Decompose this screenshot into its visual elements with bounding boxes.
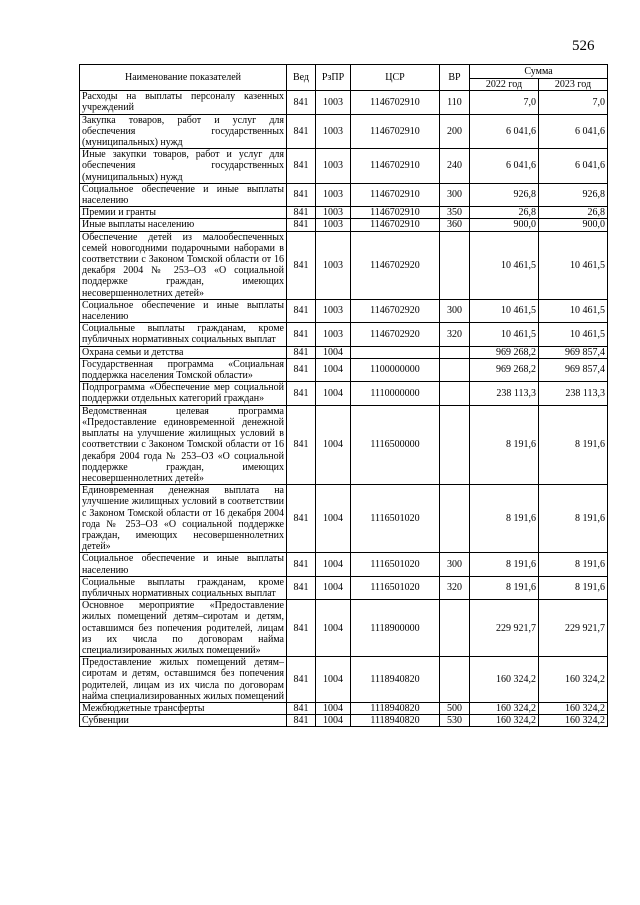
table-row (80, 657, 608, 703)
row-rzpr: 1004 (316, 346, 351, 358)
row-rzpr: 1004 (316, 600, 351, 657)
row-sum-2023: 238 113,3 (539, 382, 608, 405)
row-csr: 1146702920 (351, 299, 440, 322)
row-csr: 1146702910 (351, 91, 440, 114)
row-sum-2022: 8 191,6 (470, 576, 539, 599)
row-sum-2023: 160 324,2 (539, 702, 608, 714)
row-ved: 841 (287, 576, 316, 599)
row-vr: 240 (440, 149, 470, 184)
row-name: Иные выплаты населению (80, 219, 287, 231)
row-csr: 1116501020 (351, 553, 440, 576)
row-vr: 200 (440, 114, 470, 149)
row-name: Субвенции (80, 715, 287, 727)
row-sum-2022: 969 268,2 (470, 358, 539, 381)
row-name: Социальное обеспечение и иные выплаты населению (80, 553, 287, 576)
row-rzpr: 1003 (316, 114, 351, 149)
row-name: Премии и гранты (80, 207, 287, 219)
table-row (80, 715, 608, 727)
row-sum-2023: 8 191,6 (539, 405, 608, 484)
table-row (80, 323, 608, 346)
table-row (80, 299, 608, 322)
row-sum-2023: 229 921,7 (539, 600, 608, 657)
row-rzpr: 1004 (316, 382, 351, 405)
row-vr: 360 (440, 219, 470, 231)
row-csr: 1100000000 (351, 358, 440, 381)
row-csr: 1118900000 (351, 600, 440, 657)
row-sum-2023: 8 191,6 (539, 576, 608, 599)
row-csr: 1146702910 (351, 219, 440, 231)
row-csr: 1116501020 (351, 485, 440, 553)
table-row (80, 553, 608, 576)
row-ved: 841 (287, 485, 316, 553)
row-vr: 300 (440, 553, 470, 576)
row-sum-2023: 6 041,6 (539, 114, 608, 149)
row-csr: 1118940820 (351, 702, 440, 714)
header-year-2022: 2022 год (470, 79, 539, 91)
row-name: Закупка товаров, работ и услуг для обеспечения государственных (муниципальных) нужд (80, 114, 287, 149)
table-row (80, 219, 608, 231)
row-ved: 841 (287, 358, 316, 381)
row-sum-2022: 160 324,2 (470, 702, 539, 714)
header-rzpr: РзПР (316, 65, 351, 91)
row-vr: 300 (440, 183, 470, 206)
row-rzpr: 1003 (316, 183, 351, 206)
header-name: Наименование показателей (80, 65, 287, 91)
budget-table (79, 64, 608, 727)
table-row (80, 576, 608, 599)
row-csr: 1146702910 (351, 207, 440, 219)
row-name: Основное мероприятие «Предоставление жилых помещений детям–сиротам и детям, оставшимся без попечения родителей, лицам из их числа по договорам найма специализированных жилых помещений» (80, 600, 287, 657)
row-sum-2022: 7,0 (470, 91, 539, 114)
row-sum-2022: 8 191,6 (470, 485, 539, 553)
table-row (80, 231, 608, 299)
row-sum-2023: 926,8 (539, 183, 608, 206)
row-vr: 320 (440, 576, 470, 599)
row-ved: 841 (287, 657, 316, 703)
row-ved: 841 (287, 207, 316, 219)
table-row (80, 358, 608, 381)
row-sum-2023: 6 041,6 (539, 149, 608, 184)
row-sum-2023: 10 461,5 (539, 323, 608, 346)
row-sum-2023: 160 324,2 (539, 715, 608, 727)
row-sum-2023: 969 857,4 (539, 358, 608, 381)
row-ved: 841 (287, 405, 316, 484)
table-row (80, 600, 608, 657)
row-sum-2022: 6 041,6 (470, 114, 539, 149)
row-csr: 1118940820 (351, 657, 440, 703)
row-sum-2023: 8 191,6 (539, 485, 608, 553)
row-name: Единовременная денежная выплата на улучшение жилищных условий в соответствии с Законом Томской области от 16 декабря 2004 года № 253–ОЗ «О социальной поддержке граждан, имеющих несовершеннолетних детей» (80, 485, 287, 553)
row-ved: 841 (287, 346, 316, 358)
row-sum-2022: 160 324,2 (470, 715, 539, 727)
table-row (80, 405, 608, 484)
header-vr: ВР (440, 65, 470, 91)
row-sum-2023: 160 324,2 (539, 657, 608, 703)
table-row (80, 702, 608, 714)
row-csr: 1118940820 (351, 715, 440, 727)
row-vr (440, 231, 470, 299)
row-vr: 300 (440, 299, 470, 322)
row-ved: 841 (287, 382, 316, 405)
row-sum-2023: 10 461,5 (539, 299, 608, 322)
row-sum-2022: 10 461,5 (470, 299, 539, 322)
row-name: Социальные выплаты гражданам, кроме публичных нормативных социальных выплат (80, 323, 287, 346)
row-rzpr: 1003 (316, 219, 351, 231)
row-ved: 841 (287, 91, 316, 114)
row-ved: 841 (287, 323, 316, 346)
row-ved: 841 (287, 553, 316, 576)
row-sum-2023: 10 461,5 (539, 231, 608, 299)
row-vr (440, 485, 470, 553)
row-vr (440, 382, 470, 405)
row-name: Расходы на выплаты персоналу казенных учреждений (80, 91, 287, 114)
row-rzpr: 1003 (316, 91, 351, 114)
row-vr: 500 (440, 702, 470, 714)
row-ved: 841 (287, 600, 316, 657)
header-ved: Вед (287, 65, 316, 91)
row-sum-2022: 926,8 (470, 183, 539, 206)
row-csr: 1116501020 (351, 576, 440, 599)
row-sum-2023: 900,0 (539, 219, 608, 231)
row-csr: 1146702910 (351, 149, 440, 184)
row-sum-2022: 8 191,6 (470, 405, 539, 484)
row-ved: 841 (287, 702, 316, 714)
table-row (80, 382, 608, 405)
header-csr: ЦСР (351, 65, 440, 91)
row-name: Обеспечение детей из малообеспеченных семей новогодними подарочными наборами в соответствии с Законом Томской области от 16 декабря 2004 № 253–ОЗ «О социальной поддержке граждан, имеющих несовершеннолетних детей» (80, 231, 287, 299)
table-row (80, 183, 608, 206)
row-csr: 1146702910 (351, 114, 440, 149)
row-csr: 1146702920 (351, 323, 440, 346)
row-ved: 841 (287, 715, 316, 727)
row-vr: 110 (440, 91, 470, 114)
row-sum-2022: 160 324,2 (470, 657, 539, 703)
header-sum: Сумма (470, 65, 608, 79)
row-name: Социальное обеспечение и иные выплаты населению (80, 299, 287, 322)
page-number: 526 (572, 38, 595, 54)
row-csr: 1116500000 (351, 405, 440, 484)
row-ved: 841 (287, 149, 316, 184)
row-ved: 841 (287, 231, 316, 299)
row-rzpr: 1004 (316, 485, 351, 553)
row-ved: 841 (287, 183, 316, 206)
row-sum-2022: 8 191,6 (470, 553, 539, 576)
row-name: Социальные выплаты гражданам, кроме публичных нормативных социальных выплат (80, 576, 287, 599)
row-sum-2022: 238 113,3 (470, 382, 539, 405)
table-row (80, 91, 608, 114)
row-rzpr: 1003 (316, 231, 351, 299)
row-sum-2022: 900,0 (470, 219, 539, 231)
row-sum-2023: 7,0 (539, 91, 608, 114)
table-row (80, 207, 608, 219)
row-vr (440, 657, 470, 703)
row-name: Межбюджетные трансферты (80, 702, 287, 714)
row-sum-2022: 969 268,2 (470, 346, 539, 358)
row-csr: 1146702920 (351, 231, 440, 299)
row-csr (351, 346, 440, 358)
row-vr: 350 (440, 207, 470, 219)
table-row (80, 149, 608, 184)
row-sum-2023: 8 191,6 (539, 553, 608, 576)
row-name: Предоставление жилых помещений детям–сиротам и детям, оставшимся без попечения родителей, лицам из их числа по договорам найма специализированных жилых помещений (80, 657, 287, 703)
row-rzpr: 1003 (316, 323, 351, 346)
row-ved: 841 (287, 219, 316, 231)
row-rzpr: 1004 (316, 702, 351, 714)
row-name: Государственная программа «Социальная поддержка населения Томской области» (80, 358, 287, 381)
row-name: Социальное обеспечение и иные выплаты населению (80, 183, 287, 206)
row-rzpr: 1004 (316, 405, 351, 484)
row-name: Иные закупки товаров, работ и услуг для обеспечения государственных (муниципальных) нужд (80, 149, 287, 184)
row-rzpr: 1003 (316, 299, 351, 322)
row-sum-2022: 10 461,5 (470, 231, 539, 299)
header-year-2023: 2023 год (539, 79, 608, 91)
row-rzpr: 1003 (316, 207, 351, 219)
row-name: Охрана семьи и детства (80, 346, 287, 358)
row-vr (440, 405, 470, 484)
table-body (80, 91, 608, 727)
table-row (80, 485, 608, 553)
row-csr: 1146702910 (351, 183, 440, 206)
row-sum-2022: 6 041,6 (470, 149, 539, 184)
row-vr (440, 358, 470, 381)
row-vr (440, 346, 470, 358)
row-name: Подпрограмма «Обеспечение мер социальной поддержки отдельных категорий граждан» (80, 382, 287, 405)
row-ved: 841 (287, 114, 316, 149)
row-rzpr: 1003 (316, 149, 351, 184)
table-row (80, 346, 608, 358)
row-ved: 841 (287, 299, 316, 322)
row-vr: 320 (440, 323, 470, 346)
row-sum-2022: 26,8 (470, 207, 539, 219)
row-rzpr: 1004 (316, 657, 351, 703)
row-sum-2023: 969 857,4 (539, 346, 608, 358)
row-csr: 1110000000 (351, 382, 440, 405)
row-rzpr: 1004 (316, 576, 351, 599)
row-rzpr: 1004 (316, 715, 351, 727)
row-name: Ведомственная целевая программа «Предоставление единовременной денежной выплаты на улучшение жилищных условий в соответствии с Законом Томской области от 16 декабря 2004 года № 253–ОЗ «О социальной поддержке граждан, имеющих несовершеннолетних детей» (80, 405, 287, 484)
row-rzpr: 1004 (316, 553, 351, 576)
row-sum-2022: 10 461,5 (470, 323, 539, 346)
row-sum-2023: 26,8 (539, 207, 608, 219)
row-vr (440, 600, 470, 657)
table-row (80, 114, 608, 149)
row-rzpr: 1004 (316, 358, 351, 381)
row-sum-2022: 229 921,7 (470, 600, 539, 657)
row-vr: 530 (440, 715, 470, 727)
